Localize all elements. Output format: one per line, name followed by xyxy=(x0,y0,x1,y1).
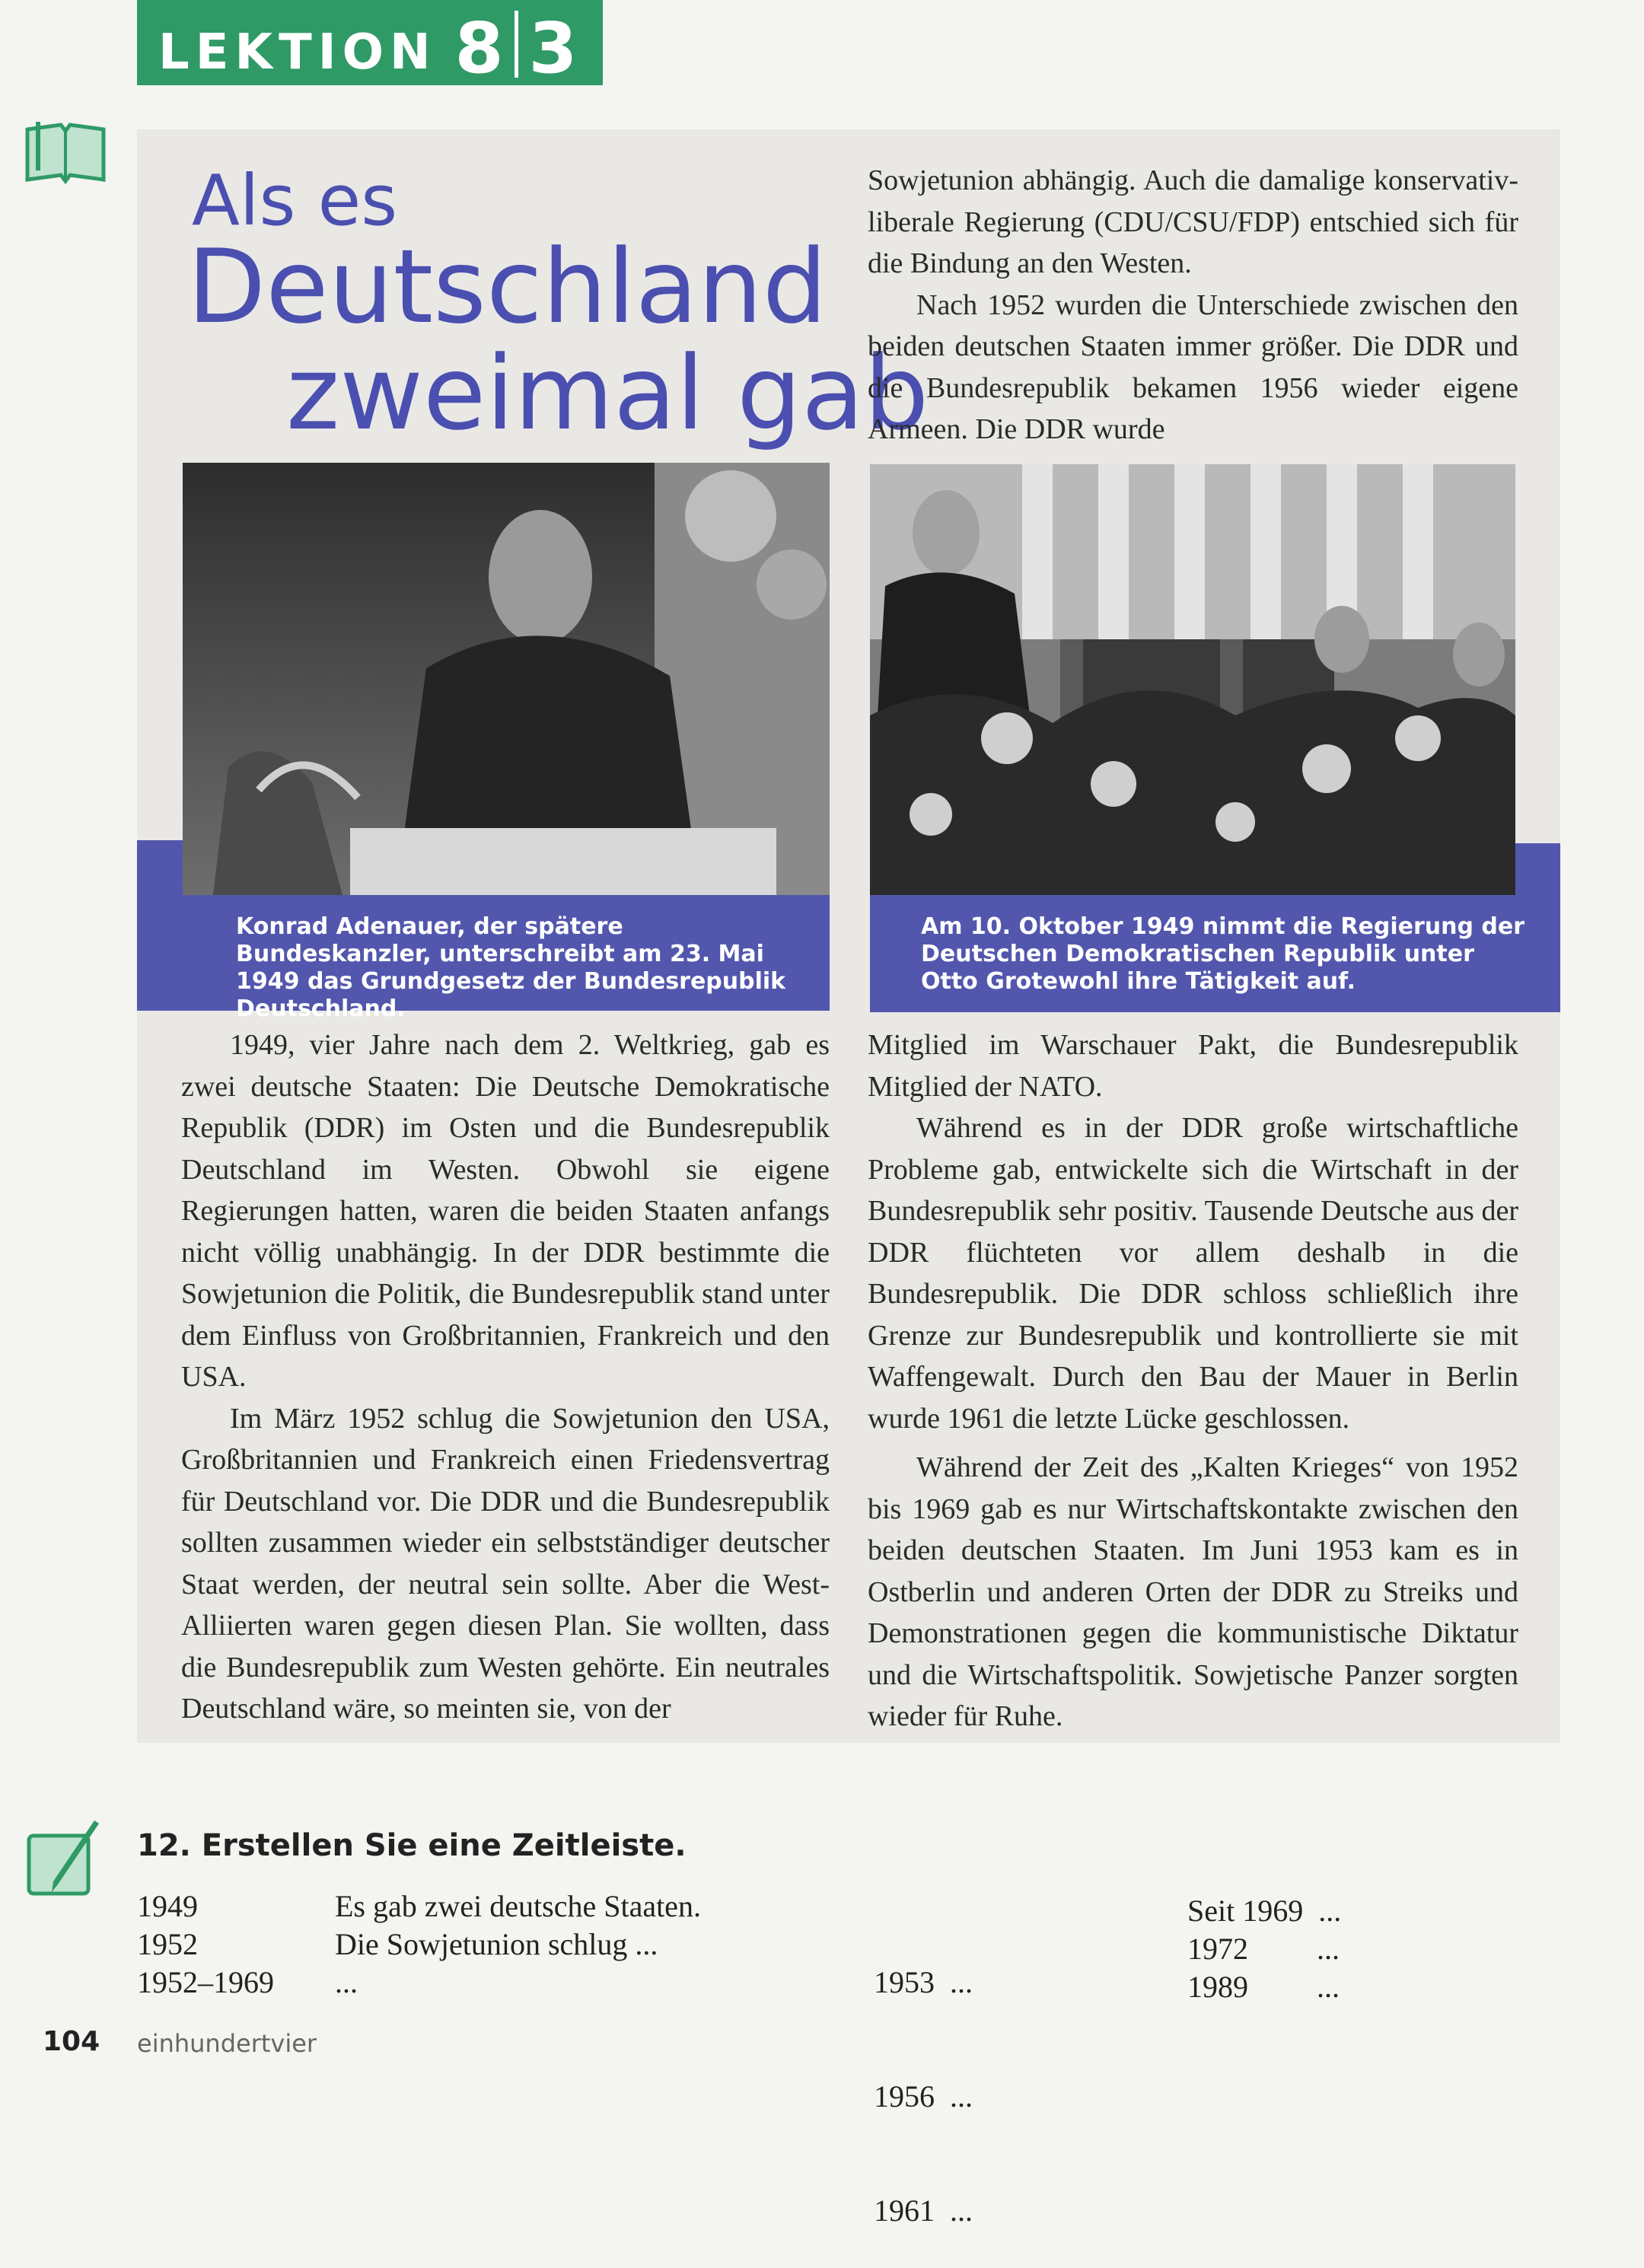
paragraph: 1949, vier Jahre nach dem 2. Weltkrieg, gab es zwei deutsche Staaten: Die Deutsche Demokratische Republik (DDR) im Osten und die Bundesrepublik Deutschland im Westen. Obwohl sie eigene Regierungen hatten, waren die beiden Staaten anfangs nicht völlig unabhängig. In der DDR bestimmte die Sowjetunion die Politik, die Bundesrepublik stand unter dem Einfluss von Großbritannien, Frankreich und den USA. xyxy=(181,1029,830,1393)
timeline-years-a xyxy=(137,1887,312,2002)
paragraph: Nach 1952 wurden die Unterschiede zwischen den beiden deutschen Staaten immer größer. Die DDR und die Bundesrepublik bekamen 1956 wieder eigene Armeen. Die DDR wurde xyxy=(868,288,1518,445)
pencil-icon xyxy=(23,1819,108,1900)
page-number: 104 xyxy=(43,2026,100,2057)
title-line-1: Als es xyxy=(192,160,398,241)
caption-left: Konrad Adenauer, der spätere Bundeskanzler, unterschreibt am 23. Mai 1949 das Grundgesetz der Bundesrepublik Deutschland. xyxy=(236,913,786,1022)
paragraph: Sowjetunion abhängig. Auch die damalige konservativ-liberale Regierung (CDU/CSU/FDP) entschied sich für die Bindung an den Westen. xyxy=(868,164,1518,279)
timeline-entry: 1972 ... xyxy=(1187,1932,1340,1966)
banner-divider xyxy=(515,11,518,78)
page-number-word: einhundertvier xyxy=(137,2029,317,2058)
timeline-entry: 1961 ... xyxy=(874,2193,973,2228)
title-line-3: zweimal gab xyxy=(286,334,929,453)
caption-right: Am 10. Oktober 1949 nimmt die Regierung der Deutschen Demokratischen Republik unter Otto Grotewohl ihre Tätigkeit auf. xyxy=(921,913,1525,995)
timeline-event: Die Sowjetunion schlug ... xyxy=(335,1927,658,1961)
timeline-entry: 1989 ... xyxy=(1187,1970,1340,2004)
paragraph: Im März 1952 schlug die Sowjetunion den USA, Großbritannien und Frankreich einen Friedensvertrag für Deutschland vor. Die DDR und die Bundesrepublik sollten zusammen wieder ein selbstständiger deutscher Staat werden, der neutral sein sollte. Aber die West-Alliierten waren gegen diesen Plan. Sie wollten, dass die Bundesrepublik zum Westen gehörte. Ein neutrales Deutschland wäre, so meinten sie, von der xyxy=(181,1402,830,1725)
timeline-events-a xyxy=(335,1887,761,2002)
timeline-year: 1949 xyxy=(137,1889,198,1923)
article-right-top xyxy=(868,160,1518,451)
paragraph: Mitglied im Warschauer Pakt, die Bundesrepublik Mitglied der NATO. xyxy=(868,1029,1518,1103)
title-line-2: Deutschland xyxy=(187,228,827,346)
paragraph: Während es in der DDR große wirtschaftliche Probleme gab, entwickelte sich die Wirtschaft in der Bundesrepublik sehr positiv. Tausende Deutsche aus der DDR flüchteten vor allem deshalb in die Bundesrepublik. Die DDR schloss schließlich ihre Grenze zur Bundesrepublik und kontrollierte sie mit Waffengewalt. Durch den Bau der Mauer in Berlin wurde 1961 die letzte Lücke geschlossen. xyxy=(868,1112,1518,1435)
lesson-word: LEKTION xyxy=(158,24,437,81)
timeline-event: ... xyxy=(335,1965,358,1999)
adenauer-photo xyxy=(183,463,830,895)
exercise-title: 12. Erstellen Sie eine Zeitleiste. xyxy=(137,1828,687,1863)
timeline-years-c xyxy=(1187,1892,1385,2006)
paragraph: Während der Zeit des „Kalten Krieges“ von 1952 bis 1969 gab es nur Wirtschaftskontakte zwischen den beiden deutschen Staaten. Im Juni 1953 kam es in Ostberlin und anderen Orten der DDR zu Streiks und Demonstrationen gegen die kommunistische Diktatur und die Wirtschaftspolitik. Sowjetische Panzer sorgten wieder für Ruhe. xyxy=(868,1451,1518,1732)
grotewohl-photo xyxy=(870,464,1515,895)
timeline-event: Es gab zwei deutsche Staaten. xyxy=(335,1889,701,1923)
timeline-year: 1952 xyxy=(137,1927,198,1961)
article-left-bottom xyxy=(181,1024,830,1730)
timeline-entry: Seit 1969 ... xyxy=(1187,1894,1342,1928)
article-right-bottom xyxy=(868,1024,1518,1738)
timeline-year: 1952–1969 xyxy=(137,1965,274,1999)
book-icon xyxy=(23,114,108,187)
section-number: 3 xyxy=(528,8,578,89)
timeline-years-b xyxy=(874,1887,1072,2268)
lesson-banner xyxy=(137,0,603,89)
timeline-entry: 1953 ... xyxy=(874,1965,973,1999)
timeline-entry: 1956 ... xyxy=(874,2079,973,2114)
lesson-number: 8 xyxy=(454,8,504,89)
